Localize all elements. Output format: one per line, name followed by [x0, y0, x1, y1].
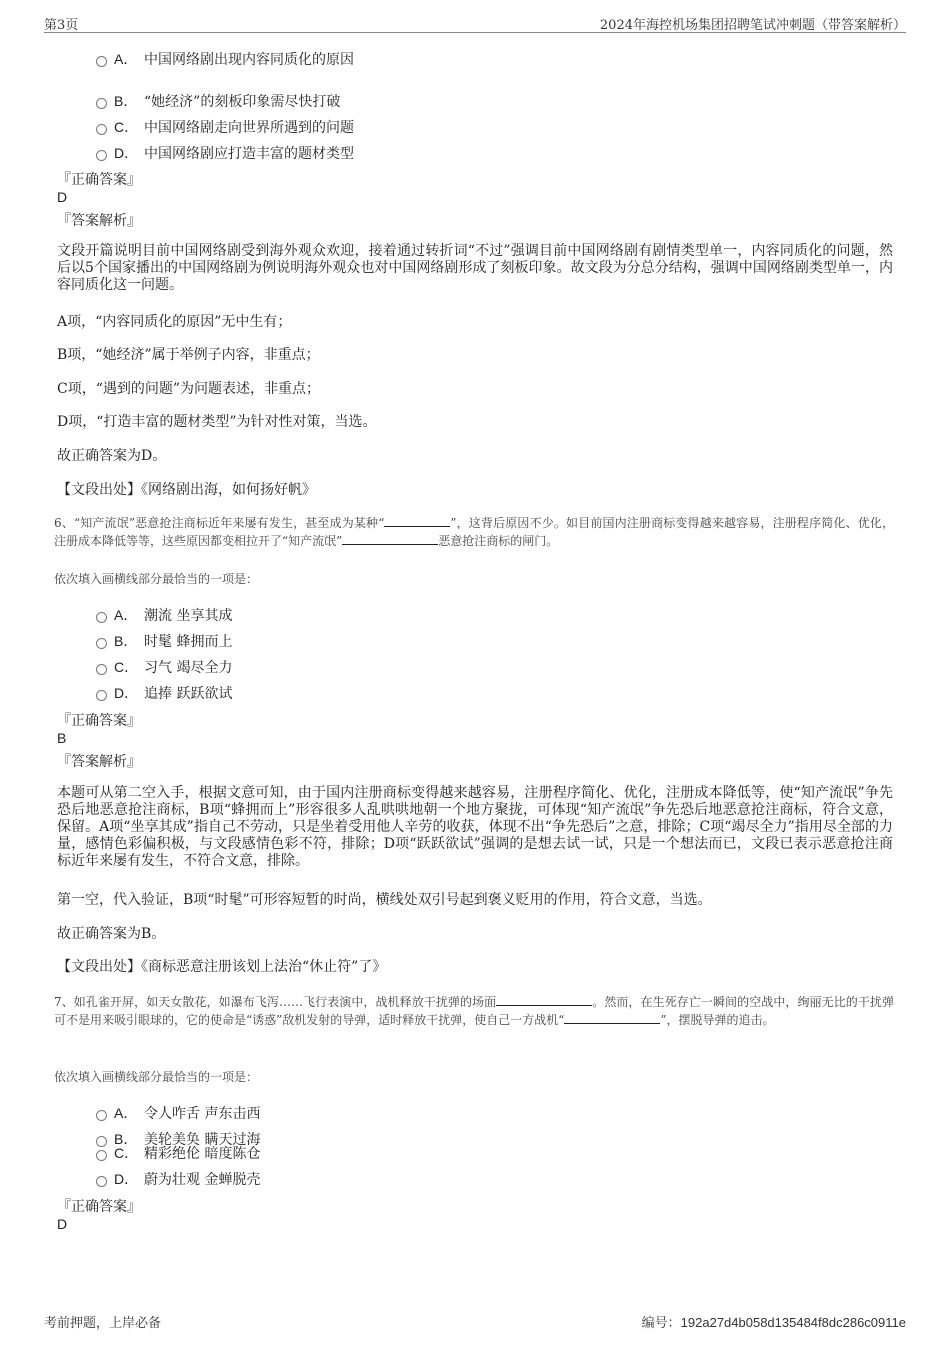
answer-blank — [564, 1011, 660, 1024]
answer-blank — [384, 514, 450, 527]
analysis-label: 『答案解析』 — [57, 213, 141, 229]
correct-answer: D — [57, 189, 68, 205]
q7-option-a[interactable]: A． 令人咋舌 声东击西 — [96, 1103, 260, 1123]
radio-icon[interactable] — [96, 1176, 107, 1187]
document-code: 编号：192a27d4b058d135484f8dc286c0911e — [641, 1315, 906, 1331]
analysis-paragraph: A项，“内容同质化的原因”无中生有； — [57, 314, 292, 330]
question-stem: 7、如孔雀开屏，如天女散花，如瀑布飞泻……飞行表演中，战机释放干扰弹的场面 。然而，在生死存亡一瞬间的空战中，绚丽无比的干扰弹可不是用来吸引眼球的，它的使命是“诱惑”敌机发射的导弹，适时释放干扰弹，使自己一方战机“ ”，摆脱导弹的追击。 — [54, 995, 894, 1027]
radio-icon[interactable] — [96, 124, 107, 135]
q5-option-a[interactable]: A． 中国网络剧出现内容同质化的原因 — [96, 49, 354, 69]
radio-icon[interactable] — [96, 638, 107, 649]
analysis-paragraph: 故正确答案为B。 — [57, 926, 166, 942]
radio-icon[interactable] — [96, 150, 107, 161]
analysis-paragraph: D项，“打造丰富的题材类型”为针对性对策，当选。 — [57, 414, 377, 430]
q6-option-b[interactable]: B． 时髦 蜂拥而上 — [96, 631, 232, 651]
q7-option-b[interactable]: B． 美轮美奂 瞒天过海 — [96, 1129, 260, 1149]
radio-icon[interactable] — [96, 612, 107, 623]
analysis-label: 『答案解析』 — [57, 754, 141, 770]
radio-icon[interactable] — [96, 664, 107, 675]
analysis-paragraph: 本题可从第二空入手，根据文意可知，由于国内注册商标变得越来越容易，注册程序简化、优化，注册成本降低等，使“知产流氓”争先恐后地恶意抢注商标，B项“蜂拥而上”形容很多人乱哄哄地朝一个地方聚拢，可体现“知产流氓”争先恐后地恶意抢注商标，符合文意，保留。A项“坐享其成”指自己不劳动，只是坐着受用他人辛劳的收获，体现不出“争先恐后”之意，排除；C项“竭尽全力”指用尽全部的力量，感情色彩偏积极，与文段感情色彩不符，排除；D项“跃跃欲试”强调的是想去试一试，只是一个想法而已，文段已表示恶意抢注商标近年来屡有发生，不符合文意，排除。 — [57, 785, 893, 869]
radio-icon[interactable] — [96, 1150, 107, 1161]
page-header — [44, 14, 906, 33]
source-citation: 【文段出处】《商标恶意注册该划上法治“休止符”了》 — [57, 959, 387, 975]
radio-icon[interactable] — [96, 690, 107, 701]
q5-option-c[interactable]: C． 中国网络剧走向世界所遇到的问题 — [96, 117, 354, 137]
question-stem: 6、“知产流氓”恶意抢注商标近年来屡有发生，甚至成为某种“ ”，这背后原因不少。如目前国内注册商标变得越来越容易，注册程序简化、优化，注册成本降低等等，这些原因都变相拉开了“知产流氓” 恶意抢注商标的闸门。 — [54, 516, 895, 548]
question-prompt: 依次填入画横线部分最恰当的一项是： — [54, 572, 259, 586]
footer-slogan: 考前押题，上岸必备 — [44, 1316, 162, 1331]
answer-blank — [496, 993, 592, 1006]
q6-option-a[interactable]: A． 潮流 坐享其成 — [96, 605, 232, 625]
analysis-paragraph: B项，“她经济”属于举例子内容，非重点； — [57, 347, 320, 363]
source-citation: 【文段出处】《网络剧出海，如何扬好帆》 — [57, 482, 316, 498]
document-title: 2024年海控机场集团招聘笔试冲刺题（带答案解析） — [599, 18, 906, 33]
correct-answer-label: 『正确答案』 — [57, 713, 141, 729]
analysis-paragraph: 文段开篇说明目前中国网络剧受到海外观众欢迎，接着通过转折词“不过”强调目前中国网络剧有剧情类型单一，内容同质化的问题，然后以5个国家播出的中国网络剧为例说明海外观众也对中国网络剧形成了刻板印象。故文段为分总分结构，强调中国网络剧类型单一，内容同质化这一问题。 — [57, 243, 893, 293]
q5-option-d[interactable]: D． 中国网络剧应打造丰富的题材类型 — [96, 143, 354, 163]
answer-blank — [342, 532, 438, 545]
analysis-paragraph: 第一空，代入验证，B项“时髦”可形容短暂的时尚，横线处双引号起到褒义贬用的作用，符合文意，当选。 — [57, 892, 712, 908]
radio-icon[interactable] — [96, 98, 107, 109]
radio-icon[interactable] — [96, 56, 107, 67]
q7-option-d[interactable]: D． 蔚为壮观 金蝉脱壳 — [96, 1169, 260, 1189]
q6-option-c[interactable]: C． 习气 竭尽全力 — [96, 657, 232, 677]
page-number: 第3页 — [44, 18, 79, 33]
q6-option-d[interactable]: D． 追捧 跃跃欲试 — [96, 683, 232, 703]
correct-answer: D — [57, 1216, 68, 1232]
analysis-paragraph: C项，“遇到的问题”为问题表述，非重点； — [57, 381, 321, 397]
correct-answer-label: 『正确答案』 — [57, 172, 141, 188]
correct-answer: B — [57, 730, 67, 746]
q5-option-b[interactable]: B． “她经济”的刻板印象需尽快打破 — [96, 91, 340, 111]
analysis-paragraph: 故正确答案为D。 — [57, 448, 167, 464]
question-prompt: 依次填入画横线部分最恰当的一项是： — [54, 1070, 259, 1084]
radio-icon[interactable] — [96, 1110, 107, 1121]
correct-answer-label: 『正确答案』 — [57, 1199, 141, 1215]
q7-option-c[interactable]: C． 精彩绝伦 暗度陈仓 — [96, 1143, 260, 1163]
